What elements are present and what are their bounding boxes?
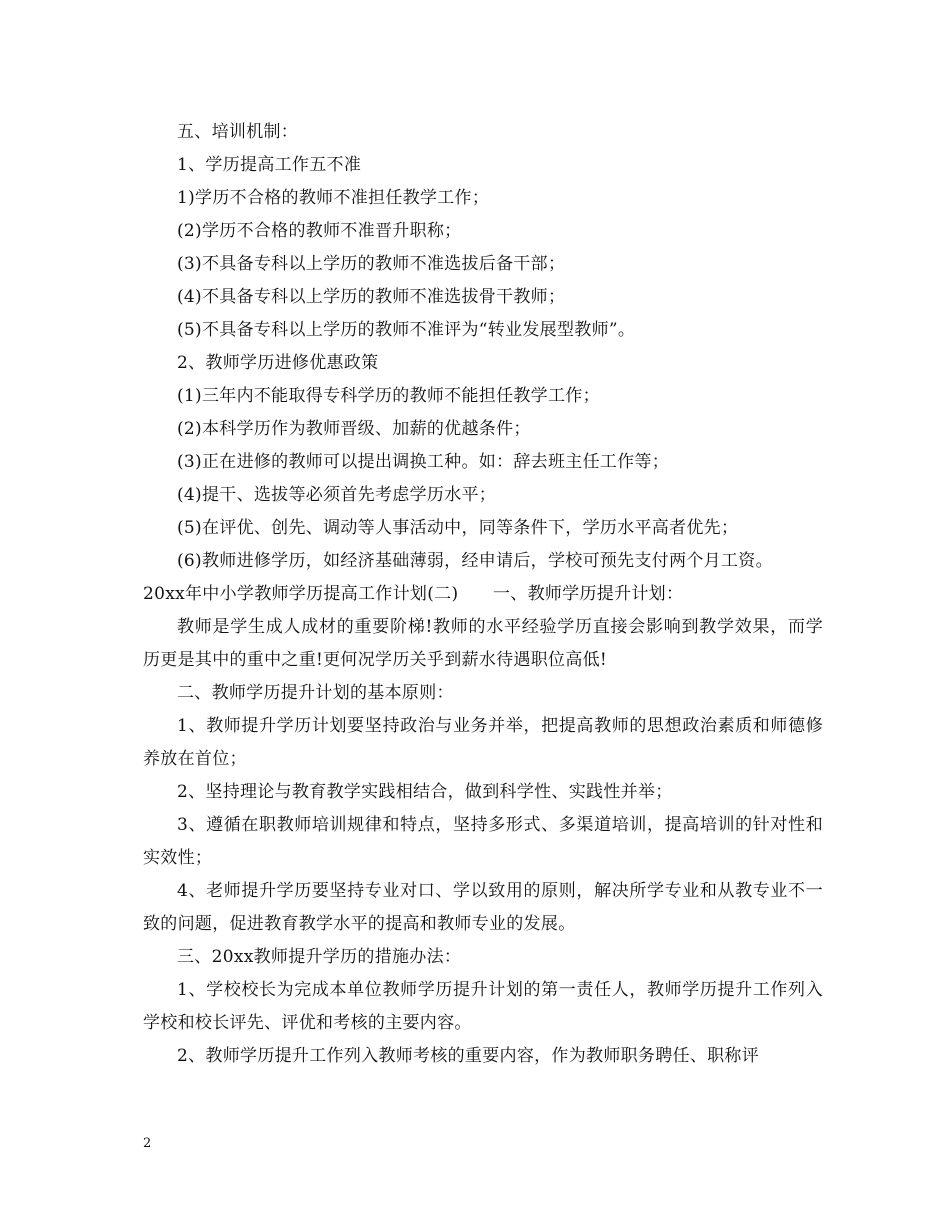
paragraph-principle-3: 3、遵循在职教师培训规律和特点，坚持多形式、多渠道培训，提高培训的针对性和实效性； bbox=[143, 815, 823, 868]
list-item: (2)本科学历作为教师晋级、加薪的优越条件； bbox=[177, 419, 531, 439]
paragraph-principle-1: 1、教师提升学历计划要坚持政治与业务并举，把提高教师的思想政治素质和师德修养放在首位； bbox=[143, 716, 823, 769]
subheading-preferential-policies: 2、教师学历进修优惠政策 bbox=[177, 353, 379, 373]
paragraph-intro: 教师是学生成人成材的重要阶梯!教师的水平经验学历直接会影响到教学效果，而学历更是其中的重中之重!更何况学历关乎到薪水待遇职位高低! bbox=[143, 617, 823, 670]
list-item: (3)正在进修的教师可以提出调换工种。如：辞去班主任工作等； bbox=[177, 452, 670, 472]
list-item: (3)不具备专科以上学历的教师不准选拔后备干部； bbox=[177, 254, 566, 274]
paragraph-principle-2: 2、坚持理论与教育教学实践相结合，做到科学性、实践性并举； bbox=[177, 782, 673, 802]
list-item: (1)三年内不能取得专科学历的教师不能担任教学工作； bbox=[177, 386, 600, 406]
list-item: (5)不具备专科以上学历的教师不准评为“转业发展型教师”。 bbox=[177, 320, 636, 340]
page-number: 2 bbox=[143, 1136, 152, 1151]
list-item: 1)学历不合格的教师不准担任教学工作； bbox=[177, 188, 490, 208]
section-heading-principles: 二、教师学历提升计划的基本原则： bbox=[177, 683, 454, 703]
section-heading-measures: 三、20xx教师提升学历的措施办法： bbox=[177, 947, 462, 967]
list-item: (6)教师进修学历，如经济基础薄弱，经申请后，学校可预先支付两个月工资。 bbox=[177, 551, 773, 571]
paragraph-principle-4: 4、老师提升学历要坚持专业对口、学以致用的原则，解决所学专业和从教专业不一致的问题，促进教育教学水平的提高和教师专业的发展。 bbox=[143, 881, 823, 934]
subheading-five-prohibitions: 1、学历提高工作五不准 bbox=[177, 155, 362, 175]
paragraph-measure-1: 1、学校校长为完成本单位教师学历提升计划的第一责任人，教师学历提升工作列入学校和校长评先、评优和考核的主要内容。 bbox=[143, 980, 823, 1033]
document-title-line: 20xx年中小学教师学历提高工作计划(二) 一、教师学历提升计划： bbox=[143, 584, 684, 604]
section-heading-training-mechanism: 五、培训机制： bbox=[177, 122, 299, 142]
list-item: (4)提干、选拔等必须首先考虑学历水平； bbox=[177, 485, 497, 505]
list-item: (5)在评优、创先、调动等人事活动中，同等条件下，学历水平高者优先； bbox=[177, 518, 739, 538]
document-body bbox=[143, 116, 823, 1073]
paragraph-measure-2: 2、教师学历提升工作列入教师考核的重要内容，作为教师职务聘任、职称评 bbox=[177, 1046, 760, 1066]
list-item: (4)不具备专科以上学历的教师不准选拔骨干教师； bbox=[177, 287, 566, 307]
list-item: (2)学历不合格的教师不准晋升职称； bbox=[177, 221, 462, 241]
